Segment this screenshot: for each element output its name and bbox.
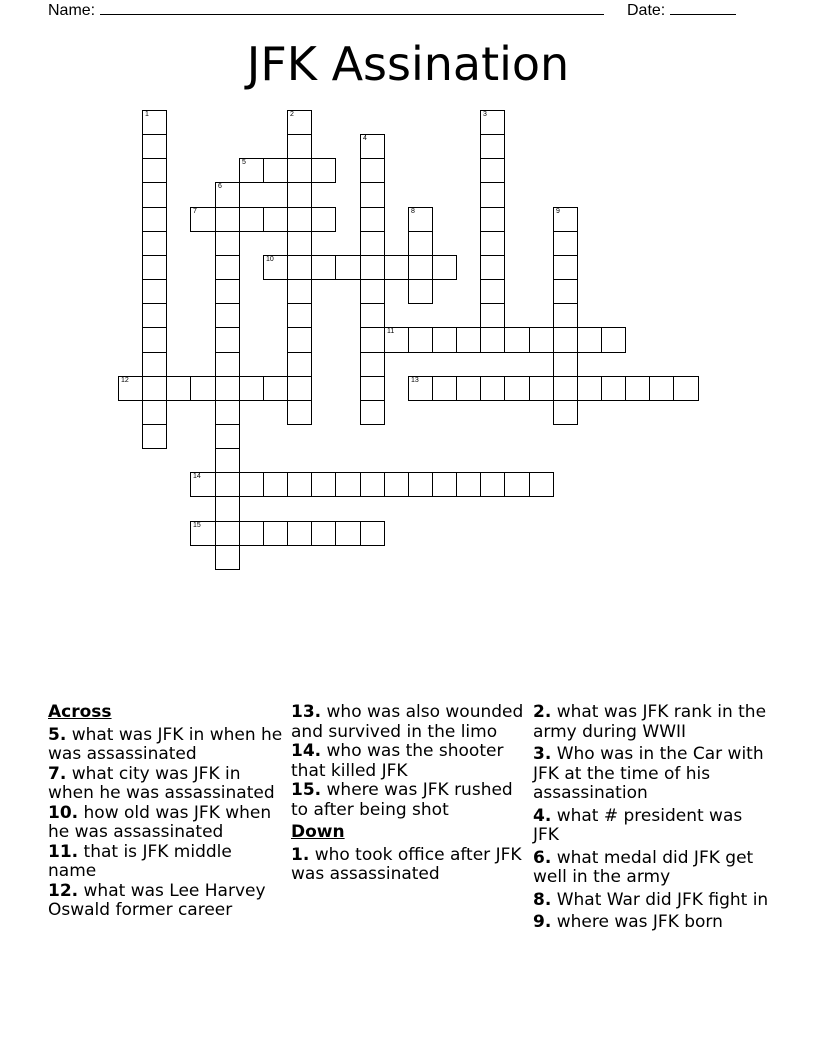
clue-number-label: 5	[242, 159, 246, 166]
grid-cell[interactable]	[215, 448, 240, 473]
grid-cell[interactable]	[480, 207, 505, 232]
grid-cell[interactable]	[360, 521, 385, 546]
clue-number-label: 11	[387, 328, 395, 335]
grid-cell[interactable]	[577, 327, 602, 353]
grid-cell[interactable]	[480, 110, 505, 135]
grid-cell[interactable]	[432, 255, 457, 280]
grid-cell[interactable]	[529, 472, 554, 497]
clue-number-label: 4	[363, 135, 367, 142]
grid-cell[interactable]	[504, 327, 530, 353]
grid-cell[interactable]	[553, 376, 578, 401]
grid-cell[interactable]	[360, 231, 385, 256]
grid-cell[interactable]	[408, 231, 433, 256]
grid-cell[interactable]	[335, 472, 361, 497]
grid-cell[interactable]	[335, 255, 361, 280]
grid-cell[interactable]	[215, 545, 240, 570]
grid-cell[interactable]	[263, 255, 288, 280]
grid-cell[interactable]	[480, 472, 505, 497]
grid-cell[interactable]	[601, 327, 626, 353]
grid-cell[interactable]	[287, 521, 312, 546]
clue-down-8: 8. What War did JFK fight in	[533, 889, 769, 910]
grid-cell[interactable]	[432, 376, 457, 401]
grid-cell[interactable]	[142, 400, 167, 425]
grid-cell[interactable]	[625, 376, 650, 401]
clue-across-12: 12. what was Lee Harvey Oswald former career	[48, 880, 266, 920]
grid-cell[interactable]	[553, 352, 578, 377]
grid-cell[interactable]	[408, 472, 433, 497]
grid-cell[interactable]	[480, 231, 505, 256]
name-label: Name:	[48, 2, 96, 19]
clue-number-label: 2	[290, 111, 294, 118]
clue-across-13: 13. who was also wounded and survived in the limo	[291, 702, 524, 742]
clue-across-14: 14. who was the shooter that killed JFK	[291, 741, 504, 781]
grid-cell[interactable]	[504, 376, 530, 401]
grid-cell[interactable]	[239, 521, 264, 546]
clue-number-label: 1	[145, 111, 149, 118]
grid-cell[interactable]	[480, 255, 505, 280]
grid-cell[interactable]	[142, 376, 167, 401]
grid-cell[interactable]	[239, 472, 264, 497]
grid-cell[interactable]	[360, 327, 385, 353]
grid-cell[interactable]	[215, 303, 240, 328]
clue-number-label: 14	[193, 473, 201, 480]
clue-number-label: 12	[121, 377, 129, 384]
clue-number-label: 3	[483, 111, 487, 118]
grid-cell[interactable]	[263, 207, 288, 232]
date-label: Date:	[627, 2, 666, 19]
clue-down-1: 1. who took office after JFK was assassinated	[291, 844, 522, 884]
grid-cell[interactable]	[432, 472, 457, 497]
page-title: JFK Assination	[246, 37, 570, 91]
grid-cell[interactable]	[142, 303, 167, 328]
grid-cell[interactable]	[553, 231, 578, 256]
grid-cell[interactable]	[215, 255, 240, 280]
grid-cell[interactable]	[215, 231, 240, 256]
grid-cell[interactable]	[456, 472, 481, 497]
grid-cell[interactable]	[480, 279, 505, 304]
grid-cell[interactable]	[287, 376, 312, 401]
clues-column-1	[48, 703, 283, 921]
grid-cell[interactable]	[215, 496, 240, 522]
grid-cell[interactable]	[360, 207, 385, 232]
grid-cell[interactable]	[553, 255, 578, 280]
grid-cell[interactable]	[384, 255, 409, 280]
grid-cell[interactable]	[215, 472, 240, 497]
clues-column-3	[533, 703, 769, 933]
grid-cell[interactable]	[456, 376, 481, 401]
grid-cell[interactable]	[287, 352, 312, 377]
grid-cell[interactable]	[287, 400, 312, 425]
grid-cell[interactable]	[118, 376, 143, 401]
down-heading: Down	[291, 822, 345, 842]
grid-cell[interactable]	[215, 352, 240, 377]
grid-cell[interactable]	[190, 376, 216, 401]
clue-across-11: 11. that is JFK middle name	[48, 841, 232, 881]
grid-cell[interactable]	[360, 158, 385, 183]
grid-cell[interactable]	[190, 521, 216, 546]
clue-down-2: 2. what was JFK rank in the army during WWII	[533, 702, 767, 742]
clue-across-7: 7. what city was JFK in when he was assassinated	[48, 763, 275, 803]
grid-cell[interactable]	[287, 207, 312, 232]
grid-cell[interactable]	[480, 158, 505, 183]
grid-cell[interactable]	[287, 158, 312, 183]
grid-cell[interactable]	[287, 110, 312, 135]
grid-cell[interactable]	[287, 134, 312, 159]
clue-number-label: 8	[411, 208, 415, 215]
grid-cell[interactable]	[215, 400, 240, 425]
grid-cell[interactable]	[553, 400, 578, 425]
grid-cell[interactable]	[287, 255, 312, 280]
grid-cell[interactable]	[142, 424, 167, 449]
grid-cell[interactable]	[480, 303, 505, 328]
grid-cell[interactable]	[408, 207, 433, 232]
clue-across-10: 10. how old was JFK when he was assassinated	[48, 802, 272, 842]
grid-cell[interactable]	[215, 424, 240, 449]
grid-cell[interactable]	[239, 376, 264, 401]
grid-cell[interactable]	[215, 279, 240, 304]
grid-cell[interactable]	[142, 207, 167, 232]
grid-cell[interactable]	[553, 327, 578, 353]
grid-cell[interactable]	[360, 400, 385, 425]
grid-cell[interactable]	[480, 182, 505, 208]
grid-cell[interactable]	[408, 255, 433, 280]
grid-cell[interactable]	[287, 182, 312, 208]
grid-cell[interactable]	[456, 327, 481, 353]
grid-cell[interactable]	[142, 158, 167, 183]
grid-cell[interactable]	[287, 303, 312, 328]
grid-cell[interactable]	[142, 134, 167, 159]
grid-cell[interactable]	[215, 376, 240, 401]
clue-down-9: 9. where was JFK born	[533, 912, 723, 932]
grid-cell[interactable]	[142, 255, 167, 280]
grid-cell[interactable]	[287, 327, 312, 353]
clue-number-label: 13	[411, 377, 419, 384]
grid-cell[interactable]	[311, 158, 336, 183]
clue-number-label: 15	[193, 522, 201, 529]
grid-cell[interactable]	[190, 472, 216, 497]
grid-cell[interactable]	[360, 279, 385, 304]
grid-cell[interactable]	[649, 376, 674, 401]
clue-across-5: 5. what was JFK in when he was assassinated	[48, 724, 283, 764]
grid-cell[interactable]	[408, 376, 433, 401]
grid-cell[interactable]	[287, 472, 312, 497]
grid-cell[interactable]	[384, 327, 409, 353]
grid-cell[interactable]	[432, 327, 457, 353]
grid-cell[interactable]	[215, 327, 240, 353]
grid-cell[interactable]	[408, 279, 433, 304]
grid-cell[interactable]	[577, 376, 602, 401]
grid-cell[interactable]	[142, 182, 167, 208]
clue-number-label: 9	[556, 208, 560, 215]
grid-cell[interactable]	[360, 376, 385, 401]
grid-cell[interactable]	[287, 231, 312, 256]
grid-cell[interactable]	[384, 472, 409, 497]
grid-cell[interactable]	[480, 134, 505, 159]
grid-cell[interactable]	[601, 376, 626, 401]
grid-cell[interactable]	[553, 207, 578, 232]
clue-down-3: 3. Who was in the Car with JFK at the time of his assassination	[533, 744, 764, 803]
grid-cell[interactable]	[335, 521, 361, 546]
grid-cell[interactable]	[142, 231, 167, 256]
grid-cell[interactable]	[360, 182, 385, 208]
grid-cell[interactable]	[263, 521, 288, 546]
grid-cell[interactable]	[263, 158, 288, 183]
grid-cell[interactable]	[263, 472, 288, 497]
grid-cell[interactable]	[311, 472, 336, 497]
clue-across-15: 15. where was JFK rushed to after being shot	[291, 780, 513, 820]
clues-column-2	[291, 703, 527, 885]
grid-cell[interactable]	[553, 303, 578, 328]
across-heading: Across	[48, 702, 112, 722]
grid-cell[interactable]	[190, 207, 216, 232]
grid-cell[interactable]	[142, 352, 167, 377]
grid-cell[interactable]	[287, 279, 312, 304]
grid-cell[interactable]	[360, 255, 385, 280]
grid-cell[interactable]	[142, 110, 167, 135]
grid-cell[interactable]	[360, 352, 385, 377]
grid-cell[interactable]	[215, 207, 240, 232]
grid-cell[interactable]	[480, 376, 505, 401]
grid-cell[interactable]	[239, 207, 264, 232]
grid-cell[interactable]	[166, 376, 191, 401]
clue-number-label: 10	[266, 256, 274, 263]
clue-number-label: 7	[193, 208, 197, 215]
grid-cell[interactable]	[360, 472, 385, 497]
grid-cell[interactable]	[408, 327, 433, 353]
clue-number-label: 6	[218, 183, 222, 190]
grid-cell[interactable]	[215, 182, 240, 208]
grid-cell[interactable]	[311, 207, 336, 232]
grid-cell[interactable]	[311, 255, 336, 280]
clue-down-6: 6. what medal did JFK get well in the army	[533, 847, 754, 887]
grid-cell[interactable]	[673, 376, 699, 401]
grid-cell[interactable]	[142, 279, 167, 304]
grid-cell[interactable]	[142, 327, 167, 353]
grid-cell[interactable]	[529, 327, 554, 353]
grid-cell[interactable]	[553, 279, 578, 304]
grid-cell[interactable]	[311, 521, 336, 546]
grid-cell[interactable]	[239, 158, 264, 183]
grid-cell[interactable]	[529, 376, 554, 401]
grid-cell[interactable]	[480, 327, 505, 353]
grid-cell[interactable]	[263, 376, 288, 401]
grid-cell[interactable]	[504, 472, 530, 497]
grid-cell[interactable]	[360, 303, 385, 328]
clue-down-4: 4. what # president was JFK	[533, 805, 743, 845]
grid-cell[interactable]	[215, 521, 240, 546]
grid-cell[interactable]	[360, 134, 385, 159]
